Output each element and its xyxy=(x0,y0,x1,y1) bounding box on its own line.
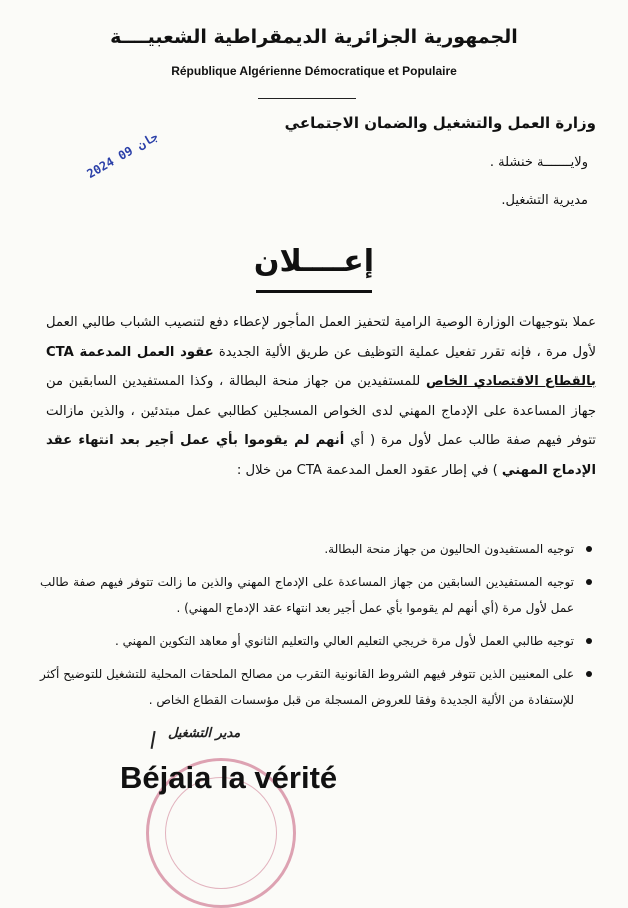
directorate-name: مديرية التشغيل. xyxy=(501,193,588,208)
body-text-1: عملا بتوجيهات الوزارة الوصية الرامية لتحفيز العمل المأجور لإعطاء دفع لتنصيب الشباب طالبي العمل لأول مرة ، فإنه تقرر تفعيل عملية التوظيف عن طريق الألية الجديدة xyxy=(46,315,596,360)
ministry-name: وزارة العمل والتشغيل والضمان الاجتماعي xyxy=(284,114,596,132)
body-bold-cta: عقود العمل المدعمة CTA xyxy=(46,344,214,360)
announcement-body xyxy=(46,308,596,486)
list-item: على المعنيين الذين تتوفر فيهم الشروط القانونية التقرب من مصالح الملحقات المحلية للتشغيل للتوضيح أكثر للإستفادة من الألية الجديدة وفقا للعروض المسجلة من قبل مؤسسات القطاع الخاص . xyxy=(40,661,596,713)
announcement-title: إعــــلان xyxy=(253,244,375,279)
header-divider xyxy=(258,98,356,99)
list-item: توجيه المستفيدين السابقين من جهاز المساعدة على الإدماج المهني والذين ما زالت تتوفر فيهم صفة طالب عمل لأول مرة (أي أنهم لم يقوموا بأي عمل أجير بعد انتهاء عقد الإدماج المهني) . xyxy=(40,569,596,621)
director-signature: مدير التشغيل xyxy=(168,726,241,741)
republic-title-arabic: الجمهورية الجزائرية الديمقراطية الشعبيــــة xyxy=(110,26,518,48)
title-underline xyxy=(256,290,372,293)
body-text-3: ) في إطار عقود العمل المدعمة CTA من خلال : xyxy=(236,462,502,478)
measures-list xyxy=(40,536,596,720)
signature-scribble xyxy=(151,731,168,751)
body-underline-private-sector: بالقطاع الاقتصادي الخاص xyxy=(425,374,596,390)
date-stamp: 2024 جان 09 xyxy=(84,129,161,182)
body-text-2: للمستفيدين من جهاز منحة البطالة ، وكذا المستفيدين السابقين من جهاز المساعدة على الإدماج المهني لدى الخواص المسجلين كطالبي عمل مبتدئين ، والذين مازالت تتوفر فيهم صفة طالب عمل لأول مرة ( أي xyxy=(46,374,596,449)
list-item: توجيه المستفيدون الحاليون من جهاز منحة البطالة. xyxy=(40,536,596,562)
republic-title-french: République Algérienne Démocratique et Populaire xyxy=(171,64,457,78)
body-bold-condition: أنهم لم يقوموا بأي عمل أجير بعد انتهاء عقد الإدماج المهني xyxy=(46,433,596,478)
watermark: Béjaia la vérité xyxy=(120,760,338,795)
list-item: توجيه طالبي العمل لأول مرة خريجي التعليم العالي والتعليم الثانوي أو معاهد التكوين المهني . xyxy=(40,628,596,654)
wilaya-name: ولايـــــــة خنشلة . xyxy=(489,155,588,170)
